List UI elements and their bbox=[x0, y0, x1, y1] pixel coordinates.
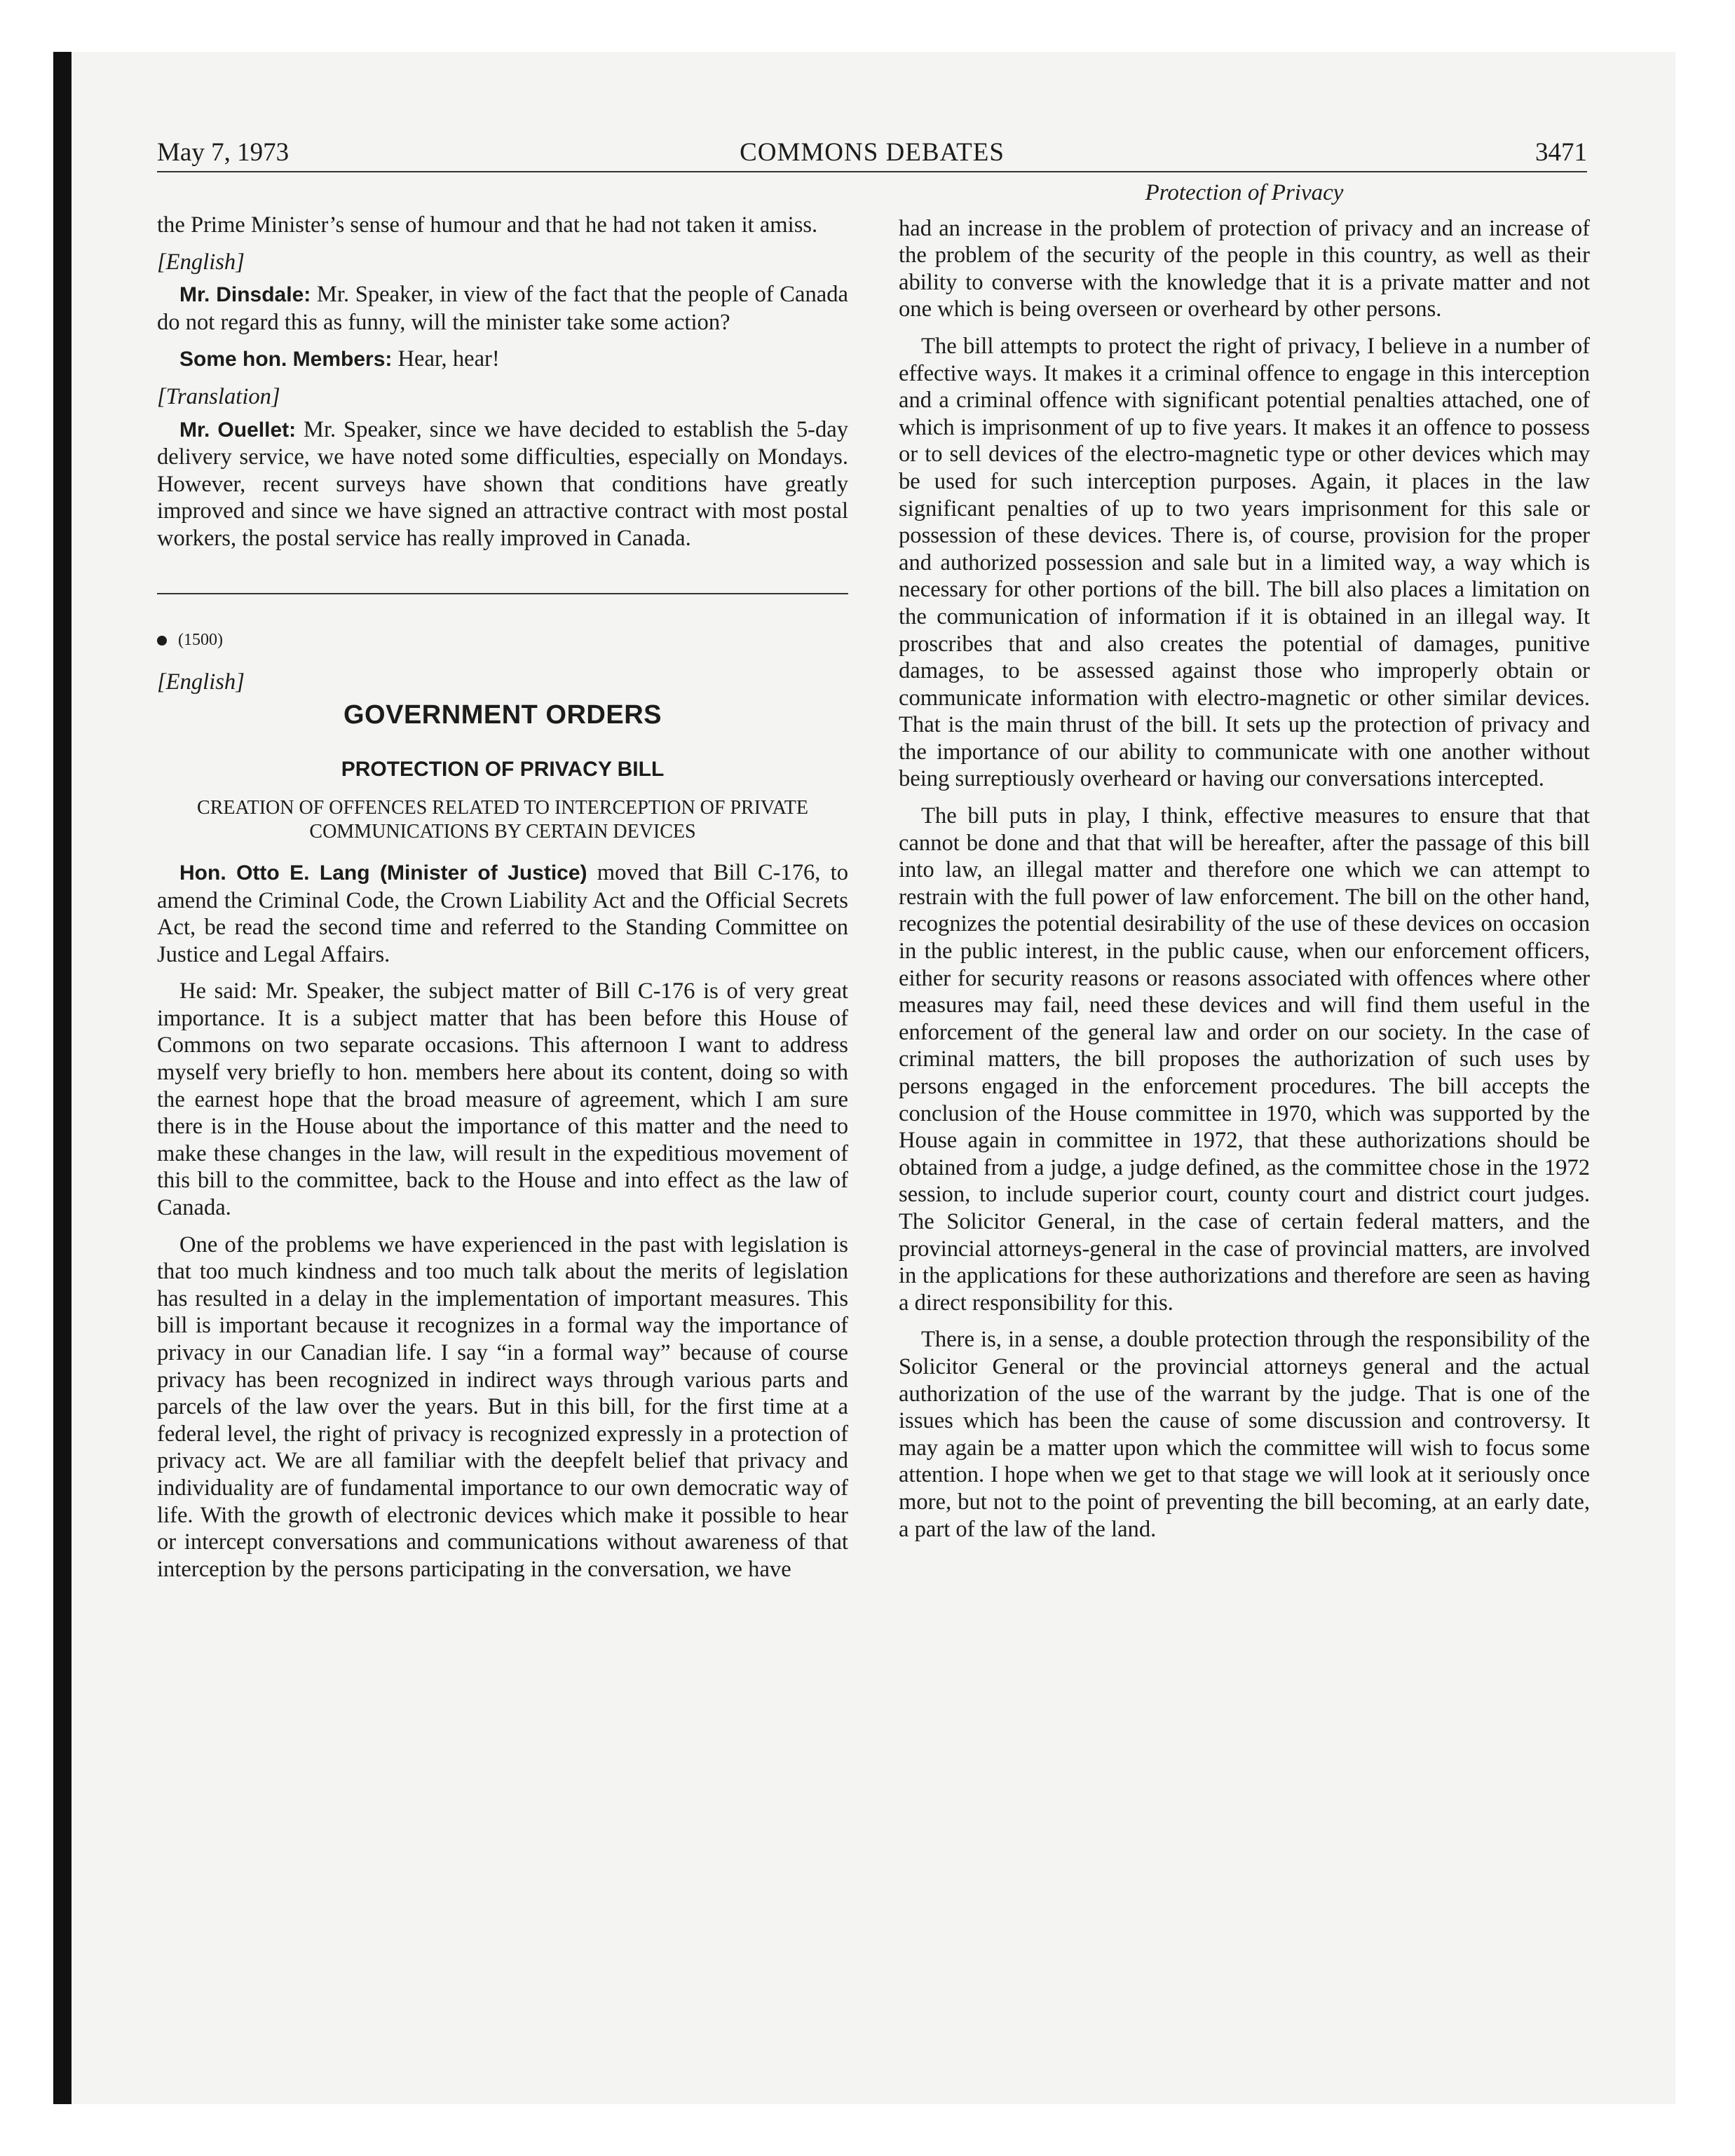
speaker-name: Some hon. Members: bbox=[179, 348, 393, 371]
speaker-name: Mr. Dinsdale: bbox=[179, 283, 311, 307]
right-column bbox=[899, 179, 1590, 1553]
paragraph: the Prime Minister’s sense of humour and that he had not taken it amiss. bbox=[157, 212, 818, 238]
section-heading: GOVERNMENT ORDERS bbox=[343, 700, 662, 730]
paragraph: There is, in a sense, a double protection through the responsibility of the Solicitor General or the provincial attorneys general and the actual authorization of the use of the warrant by the judge. That is one of the issues which has been the cause of some discussion and controversy. It may again be a matter upon which the committee will wish to focus some attention. I hope when we get to that stage we will look at it seriously once more, but not to the point of preventing the bill becoming, at an early date, a part of the law of the land. bbox=[899, 1327, 1590, 1542]
section-divider bbox=[157, 593, 848, 594]
document-page bbox=[157, 137, 1590, 1582]
speech-ouellet bbox=[157, 416, 848, 552]
header-page-number: 3471 bbox=[1535, 138, 1587, 167]
paragraph: One of the problems we have experienced in the past with legislation is that too much kindness and too much talk about the merits of legislation has resulted in a delay in the implementation of important measures. This bill is important because it recognizes in a formal way the importance of privacy in our Canadian life. I say “in a formal way” because of course privacy has been recognized in indirect ways through various parts and parcels of the law over the years. But in this bill, for the first time at a federal level, the right of privacy is recognized expressly in a protection of privacy act. We are all familiar with the deepfelt belief that privacy and individuality are of fundamental importance to our own democratic way of life. With the growth of electronic devices which make it possible to hear or intercept conversations and communications without awareness of that interception by the persons participating in the conversation, we have bbox=[157, 1231, 848, 1582]
speech-lang-motion bbox=[157, 859, 848, 968]
speaker-name: Mr. Ouellet: bbox=[179, 418, 297, 442]
speech-text: Hear, hear! bbox=[392, 346, 500, 372]
paragraph: The bill attempts to protect the right of privacy, I believe in a number of effective ways. It makes it a criminal offence to engage in this interception and a criminal offence with significant potential penalties attached, one of which is imprisonment of up to five years. It makes it an offence to possess or to sell devices of the electro-magnetic type or other devices which may be used for such interception purposes. Again, it places in the law significant penalties of up to two years imprisonment for this sale or possession of these devices. There is, of course, provision for the proper and authorized possession and sale but in a limited way, a way which is necessary for other portions of the bill. The bill also places a limitation on the communication of information if it is obtained in an illegal way. It proscribes that and also creates the potential of damages, punitive damages, to be assessed against those who improperly obtain or communicate information with electro-magnetic or other similar devices. That is the main thrust of the bill. It sets up the protection of privacy and the importance of our ability to communicate with one another without being surreptiously overheard or having our conversations intercepted. bbox=[899, 333, 1590, 792]
speaker-name: Hon. Otto E. Lang (Minister of Justice) bbox=[179, 861, 587, 885]
header-date: May 7, 1973 bbox=[157, 138, 290, 167]
running-header bbox=[157, 137, 1587, 172]
speech-text: moved that Bill C-176, to amend the Criminal Code, the Crown Liability Act and the Official Secrets Act, be read the second time and referred to the Standing Committee on Justice and Legal Affairs. bbox=[157, 859, 848, 967]
header-publication: COMMONS DEBATES bbox=[740, 138, 1005, 167]
speech-text: Mr. Speaker, since we have decided to establish the 5-day delivery service, we have noted some difficulties, especially on Mondays. However, recent surveys have shown that conditions have greatly improved and since we have signed an attractive contract with most postal workers, the postal service has really improved in Canada. bbox=[157, 416, 848, 551]
language-tag: [English] bbox=[157, 669, 245, 695]
paragraph: had an increase in the problem of protection of privacy and an increase of the problem of the security of the people in this country, as well as their ability to converse with the knowledge that it is a private matter and not one which is being overseen or overheard by other persons. bbox=[899, 215, 1590, 322]
bill-heading: PROTECTION OF PRIVACY BILL bbox=[341, 758, 665, 782]
bullet-dot-icon bbox=[157, 636, 167, 646]
speech-dinsdale bbox=[157, 281, 848, 336]
speech-members bbox=[157, 346, 848, 374]
left-column bbox=[157, 212, 848, 1592]
paragraph: The bill puts in play, I think, effective measures to ensure that that cannot be done and that that will be hereafter, after the passage of this bill into law, an illegal matter and therefore one which we can attempt to restrain with the full power of law enforcement. The bill on the other hand, recognizes the potential desirability of the use of these devices on occasion in the public interest, in the public cause, when our enforcement officers, either for security reasons or reasons associated with offences where other measures may fail, need these devices and will find them useful in the enforcement of the general law and order on our society. In the case of criminal matters, the bill proposes the authorization of such uses by persons engaged in the enforcement procedures. The bill accepts the conclusion of the House committee in 1970, which was supported by the House again in committee in 1972, that these authorizations should be obtained from a judge, a judge defined, as the committee chose in the 1972 session, to include superior court, county court and district court judges. The Solicitor General, in the case of certain federal matters, and the provincial attorneys-general in the case of provincial matters, are involved in the applications for these authorizations and therefore are seen as having a direct responsibility for this. bbox=[899, 803, 1590, 1316]
scan-binding-edge bbox=[53, 52, 72, 2104]
paragraph: He said: Mr. Speaker, the subject matter of Bill C-176 is of very great importance. It is a subject matter that has been before this House of Commons on two separate occasions. This afternoon I want to address myself very briefly to hon. members here about its content, doing so with the earnest hope that the broad measure of agreement, which I am sure there is in the House about the importance of this matter and the need to make these changes in the law, will result in the expeditious movement of this bill to the committee, back to the House and into effect as the law of Canada. bbox=[157, 978, 848, 1221]
bill-subheading: CREATION OF OFFENCES RELATED TO INTERCEPTION OF PRIVATE COMMUNICATIONS BY CERTAIN DEVICES bbox=[197, 796, 808, 842]
time-marker bbox=[157, 627, 848, 654]
time-marker-text: (1500) bbox=[178, 630, 223, 649]
language-tag: [Translation] bbox=[157, 383, 280, 409]
language-tag: [English] bbox=[157, 249, 245, 275]
column-running-title: Protection of Privacy bbox=[1145, 180, 1344, 205]
speech-text: Mr. Speaker, in view of the fact that the people of Canada do not regard this as funny, will the minister take some action? bbox=[157, 282, 848, 335]
